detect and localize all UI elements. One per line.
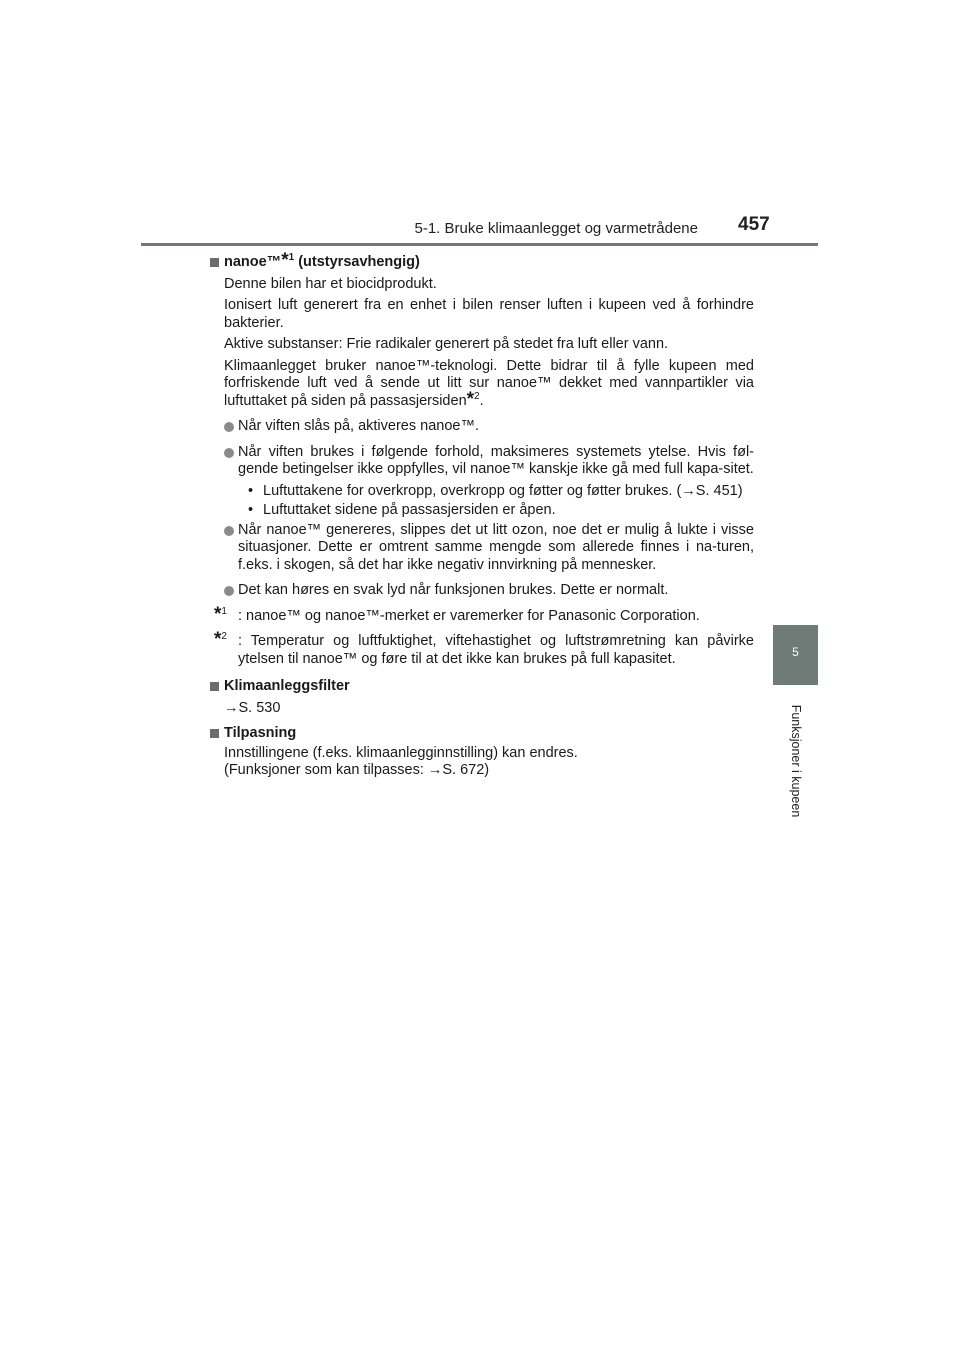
circle-bullet-icon [224,526,234,536]
circle-bullet-icon [224,586,234,596]
chapter-side-label [774,688,818,833]
running-header: 5-1. Bruke klimaanlegget og varmetrådene [414,220,698,237]
list-item: Når viften brukes i følgende forhold, maksimeres systemets ytelse. Hvis føl-gende betingelser ikke oppfylles, vil nanoe™ kanskje ikke gå med full kapa-sitet. [210,444,754,479]
circle-bullet-icon [224,422,234,432]
list-item: Når nanoe™ genereres, slippes det ut litt ozon, noe det er mulig å lukte i visse situasjoner. Dette er omtrent samme mengde som allerede finnes i na-turen, f.eks. i skogen, så det har ikke negativ innvirkning på mennesker. [210,522,754,575]
paragraph: Klimaanlegget bruker nanoe™-teknologi. Dette bidrar til å fylle kupeen med forfriskende luft ved å sende ut litt sur nanoe™ dekket med vannpartikler via luftuttaket på siden på passasjersiden*$^2$. [224,357,754,410]
arrow-right-icon: → [681,482,696,499]
chapter-tab [773,625,818,685]
list-item: Det kan høres en svak lyd når funksjonen brukes. Dette er normalt. [210,582,754,600]
square-bullet-icon [210,729,219,738]
section-heading-customization: Tilpasning [210,725,754,743]
chapter-number: 5 [792,645,799,659]
circle-bullet-icon [224,448,234,458]
paragraph: Ionisert luft generert fra en enhet i bilen renser luften i kupeen ved å forhindre bakterier. [224,297,754,331]
square-bullet-icon [210,682,219,691]
page-reference: →S. 530 [224,699,281,716]
page-content [210,250,754,780]
sub-list-item: • Luftuttaket sidene på passasjersiden er åpen. [248,502,556,518]
arrow-right-icon: → [427,762,443,778]
footnote-2: *$^2$ : Temperatur og luftfuktighet, viftehastighet og luftstrømretning kan påvirke ytelsen til nanoe™ og føre til at det ikke kan brukes på full kapasitet. [214,629,754,667]
sub-list-item: • Luftuttakene for overkropp, overkropp og føtter og føtter brukes. (→S. 451) [248,482,743,499]
arrow-right-icon: → [224,699,239,716]
list-item: Når viften slås på, aktiveres nanoe™. [210,418,754,436]
paragraph: (Funksjoner som kan tilpasses: →S. 672) [224,762,490,778]
chapter-label: Funksjoner i kupeen [789,704,803,817]
section-heading-filter: Klimaanleggsfilter [210,678,754,696]
paragraph: Aktive substanser: Frie radikaler generert på stedet fra luft eller vann. [224,336,669,352]
footnote-1: *$^1$ : nanoe™ og nanoe™-merket er varemerker for Panasonic Corporation. [214,603,700,625]
paragraph: Innstillingene (f.eks. klimaanlegginnstilling) kan endres. [224,744,578,761]
page-number: 457 [738,214,770,235]
header-rule [141,243,818,246]
paragraph: Denne bilen har et biocidprodukt. [224,275,437,292]
section-heading-nanoe: nanoe™*$^1$ (utstyrsavhengig) [210,254,754,272]
square-bullet-icon [210,258,219,267]
